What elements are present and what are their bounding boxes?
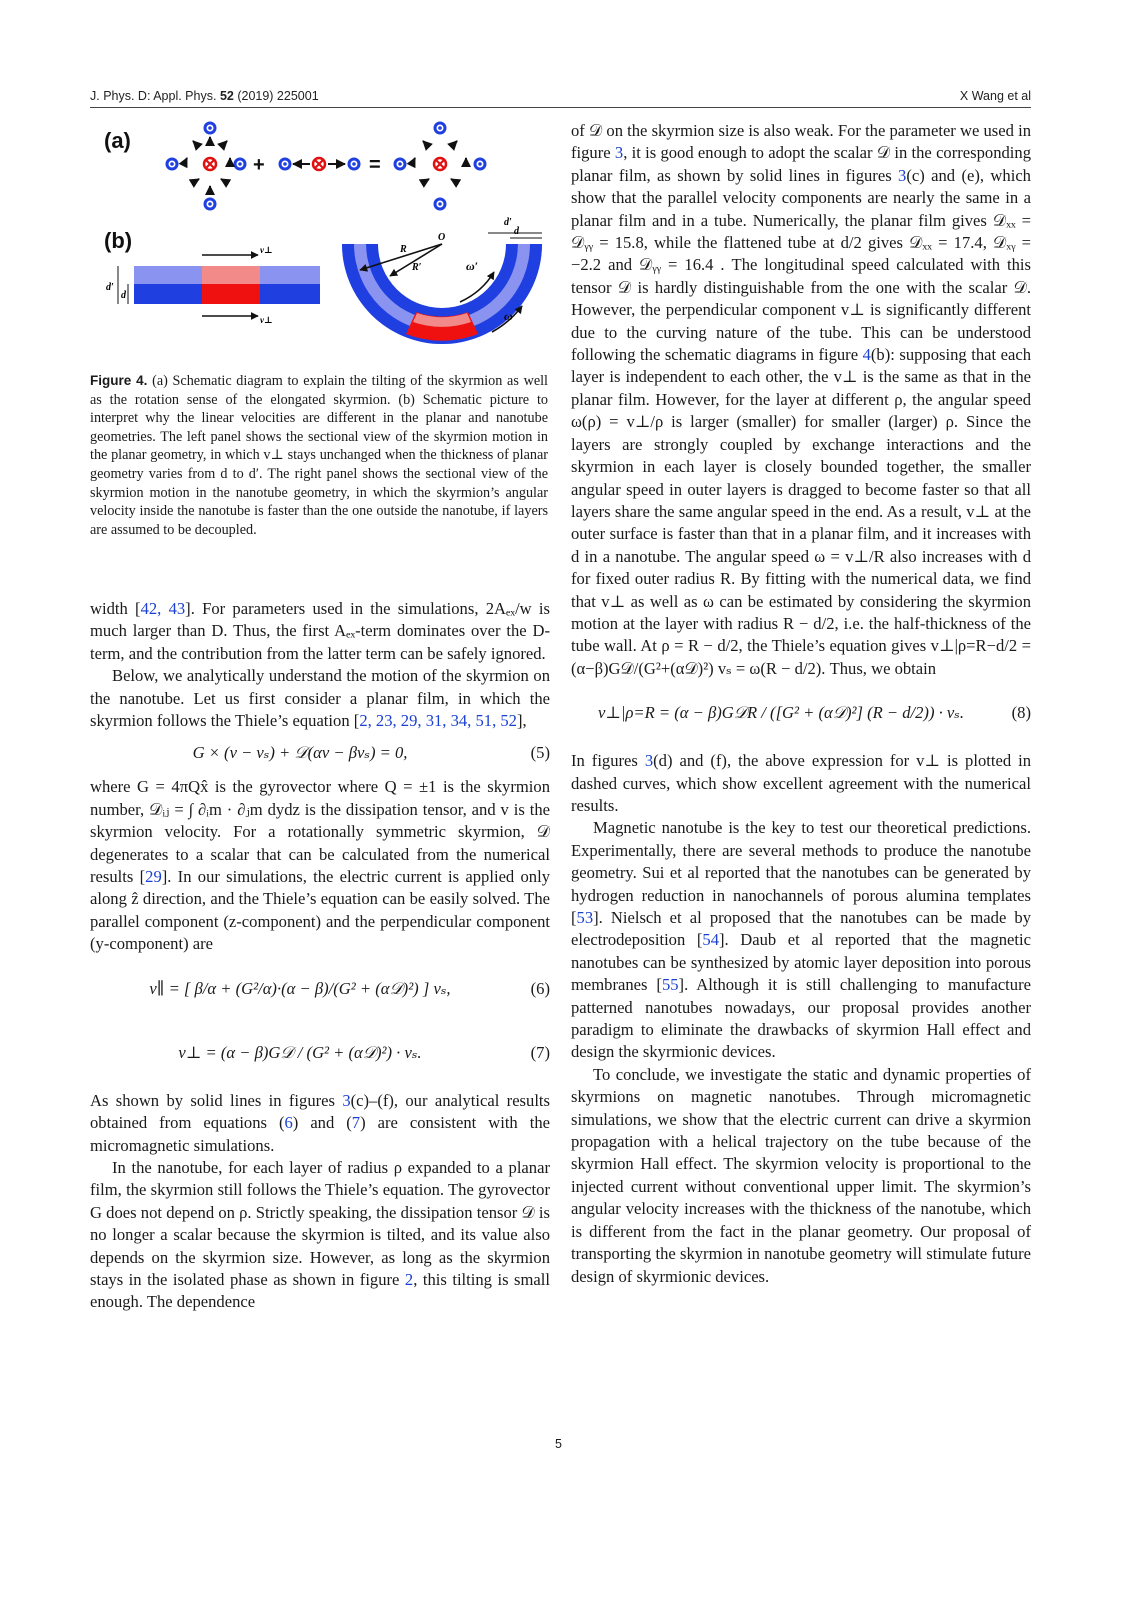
paragraph: width [42, 43]. For parameters used in the simulations, 2Aₑₓ/w is much larger than D. Thus, the first Aₑₓ-term dominates over the D-term, and the contribution from the latter term can be safely ignored. [90, 599, 550, 663]
citation-link[interactable]: 2, 23, 29, 31, 34, 51, 52 [359, 711, 517, 731]
equation-link[interactable]: 6 [284, 1113, 293, 1133]
paragraph: To conclude, we investigate the static and dynamic properties of skyrmions on magnetic nanotubes. Through micromagnetic simulations, we show that the electric current can drive a skyrmion propagation with a helical trajectory on the tube because of the skyrmion Hall effect. The skyrmion velocity is proportional to the injected current without conventional upper limit. The skyrmion’s angular velocity increases with the thickness of the nanotube, which is different from the fact in the planar geometry. Our proposal of transporting the skyrmion in nanotube geometry will stimulate future design of skyrmionic devices. [571, 1064, 1031, 1286]
svg-text:R: R [400, 244, 407, 255]
journal-citation: J. Phys. D: Appl. Phys. 52 (2019) 225001 [90, 89, 319, 103]
page-number: 5 [555, 1437, 562, 1451]
citation-link[interactable]: 55 [661, 975, 679, 995]
citation-link[interactable]: 29 [145, 867, 162, 887]
paragraph: where G = 4πQx̂ is the gyrovector where Q = ±1 is the skyrmion number, 𝒟ᵢⱼ = ∫ ∂ᵢm · ∂ⱼm dydz is the dissipation tensor, and v is the skyrmion velocity. For a rotationally symmetric skyrmion, 𝒟 degenerates to a scalar that can be calculated from the numerical results [29]. In our simulations, the electric current is applied only along ẑ direction, and the Thiele’s equation can be easily solved. The parallel component (z-component) and the perpendicular component (y-component) are [90, 777, 551, 954]
figure-link[interactable]: 2 [404, 1269, 414, 1289]
right-column [571, 120, 1031, 1288]
figure-label: Figure 4. [90, 373, 148, 388]
svg-text:d: d [514, 226, 519, 237]
figure-link[interactable]: 3 [342, 1090, 351, 1110]
paragraph: Below, we analytically understand the motion of the skyrmion on the nanotube. Let us first consider a planar film, in which the skyrmion follows the Thiele’s equation [2, 23, 29, 31, 34, 51, 52], [90, 666, 550, 731]
svg-text:d′: d′ [106, 282, 114, 293]
panel-b-label: (b) [104, 228, 133, 253]
citation-link[interactable]: 53 [576, 908, 594, 927]
figure-link[interactable]: 3 [644, 751, 654, 771]
svg-text:R′: R′ [412, 262, 422, 273]
svg-text:v⊥: v⊥ [260, 245, 273, 255]
svg-text:ω: ω [504, 309, 513, 323]
svg-text:ω′: ω′ [466, 259, 479, 273]
figure-4 [90, 120, 550, 360]
citation-link[interactable]: 54 [702, 930, 719, 950]
svg-text:d: d [121, 290, 126, 301]
left-column [90, 598, 550, 1314]
paragraph: Magnetic nanotube is the key to test our theoretical predictions. Experimentally, there are several methods to produce the nanotube geometry. Sui et al reported that the nanotubes can be generated by hydrogen reduction in nanochannels of porous alumina templates [53]. Nielsch et al proposed that the nanotubes can be made by electrodeposition [54]. Daub et al reported that the magnetic nanotubes can be synthesized by atomic layer deposition into porous membranes [55]. Although it is still challenging to manufacture patterned nanotubes nowadays, our proposal provides another paradigm to eliminate the drawbacks of skyrmion Hall effect and design the skyrmionic devices. [571, 818, 1031, 1062]
equation-6: v∥ = [ β/α + (G²/α)·(α − β)/(G² + (α𝒟)²) ] vₛ, (6) [149, 978, 550, 998]
elongated-skyrmion-chain [280, 158, 359, 170]
author-running-head: X Wang et al [959, 89, 1031, 103]
paragraph: of 𝒟 on the skyrmion size is also weak. For the parameter we used in figure 3, it is good enough to adopt the scalar 𝒟 in the corresponding planar film, as shown by solid lines in figures 3(c) and (e), which show that the parallel velocity components are nearly the same in a planar film and in a tube. Numerically, the planar film gives 𝒟ₓₓ = 𝒟ᵧᵧ = 15.8, while the flattened tube at d/2 gives 𝒟ₓₓ = 17.4, 𝒟ₓᵧ = −2.2 and 𝒟ᵧᵧ = 16.4 . The longitudinal speed calculated with this tensor 𝒟 is hardly distinguishable from the one with the scalar 𝒟. However, the perpendicular component v⊥ is significantly different due to the curving nature of the tube. This can be understood following the schematic diagrams in figure 4(b): supposing that each layer is independent to each other, the v⊥ is the same as that in the planar film. However, for the layer at different ρ, the angular speed ω(ρ) = v⊥/ρ is larger (smaller) for smaller (larger) ρ. Since the layers are strongly coupled by exchange interactions and the skyrmion in each layer is closely bounded together, the smaller angular speed in outer layers is dragged to become faster so that all layers share the same angular speed in the end. As a result, v⊥ at the outer surface is faster than that in a planar film, and it increases with d in a nanotube. The angular speed ω = v⊥/R also increases with d for fixed outer radius R. By fitting with the numerical data, we find that v⊥ as well as ω can be estimated by considering the skyrmion motion at the layer with radius R − d/2, i.e. the half-thickness of the tube wall. At ρ = R − d/2, the Thiele’s equation gives v⊥|ρ=R−d/2 = (α−β)G𝒟/(G²+(α𝒟)²) vₛ = ω(R − d/2). Thus, we obtain [571, 121, 1031, 678]
panel-a-label: (a) [104, 128, 131, 153]
equation-7: v⊥ = (α − β)G𝒟 / (G² + (α𝒟)²) · vₛ. (7) [178, 1042, 550, 1062]
paragraph: As shown by solid lines in figures 3(c)–(f), our analytical results obtained from equations (6) and (7) are consistent with the micromagnetic simulations. [90, 1090, 550, 1155]
equation-8: v⊥|ρ=R = (α − β)G𝒟R / ([G² + (α𝒟)²] (R − d/2)) · vₛ. (8) [597, 703, 1031, 723]
plus-sign: + [253, 154, 265, 176]
planar-film-section [106, 245, 320, 325]
header-rule [90, 107, 1031, 108]
svg-text:O: O [438, 232, 446, 243]
skyrmion-diagram-left [167, 123, 245, 209]
running-header [90, 86, 1031, 108]
nanotube-section [342, 217, 542, 344]
figure-link[interactable]: 3 [898, 165, 907, 185]
figure-link[interactable]: 3 [614, 143, 624, 163]
paragraph: In figures 3(d) and (f), the above expression for v⊥ is plotted in dashed curves, which show excellent agreement with the numerical results. [571, 751, 1031, 815]
figure-link[interactable]: 4 [862, 345, 871, 365]
figure-caption: Figure 4. (a) Schematic diagram to explain the tilting of the skyrmion as well as the rotation sense of the elongated skyrmion. (b) Schematic picture to interpret why the linear velocities are different in the planar and nanotube geometries. The left panel shows the sectional view of the skyrmion motion in the planar geometry, in which v⊥ stays unchanged when the thickness of planar geometry varies from d to d′. The right panel shows the sectional view of the skyrmion motion in the nanotube geometry, in which the skyrmion’s angular velocity inside the nanotube is faster than the one outside the nanotube, if layers are assumed to be decoupled. [90, 373, 548, 538]
svg-text:v⊥: v⊥ [260, 315, 273, 325]
skyrmion-diagram-right [395, 123, 485, 209]
svg-text:d′: d′ [504, 217, 512, 228]
equation-link[interactable]: 7 [351, 1113, 361, 1133]
citation-link[interactable]: 42, 43 [140, 599, 186, 618]
equation-5: G × (v − vₛ) + 𝒟(αv − βvₛ) = 0, (5) [192, 743, 550, 763]
equals-sign: = [369, 154, 381, 176]
paragraph: In the nanotube, for each layer of radius ρ expanded to a planar film, the skyrmion still follows the Thiele’s equation. The gyrovector G does not depend on ρ. Strictly speaking, the dissipation tensor 𝒟 is no longer a scalar because the skyrmion is tilted, and its value also depends on the skyrmion size. However, as long as the skyrmion stays in the isolated phase as shown in figure 2, this tilting is small enough. The dependence [90, 1157, 550, 1312]
